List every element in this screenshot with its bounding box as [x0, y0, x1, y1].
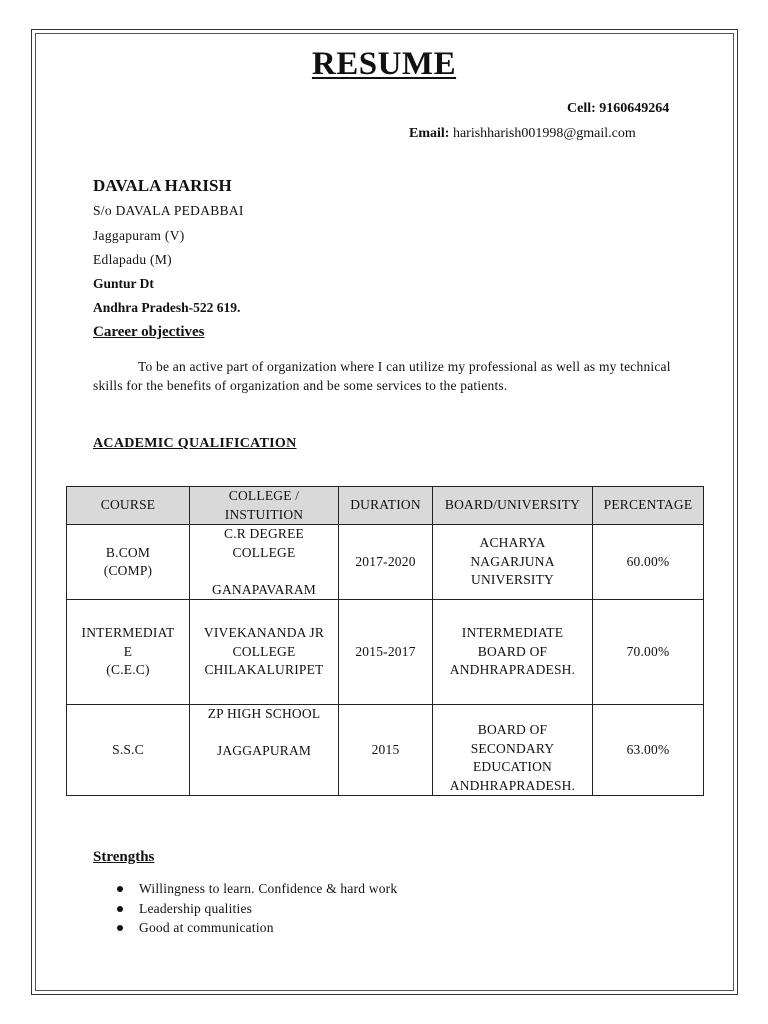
- column-header-college: COLLEGE / INSTUITION: [190, 487, 339, 525]
- course-cell: [67, 525, 190, 600]
- board-text: BOARD OF: [477, 643, 548, 659]
- address-line-district: Guntur Dt: [93, 276, 154, 291]
- address-line-mandal: Edlapadu (M): [93, 252, 172, 267]
- candidate-name: DAVALA HARISH: [93, 176, 232, 195]
- college-cell: [190, 525, 339, 600]
- board-text: ANDHRAPRADESH.: [449, 662, 576, 678]
- course-text: E: [123, 643, 133, 659]
- list-item: Leadership qualities: [93, 899, 397, 919]
- board-text: UNIVERSITY: [471, 572, 554, 588]
- course-text: (C.E.C): [106, 662, 150, 678]
- strengths-heading: Strengths: [93, 849, 155, 865]
- column-header-duration: DURATION: [339, 487, 433, 525]
- board-text: BOARD OF: [477, 722, 548, 737]
- college-text: C.R DEGREE: [223, 526, 304, 541]
- course-text: B.COM: [105, 544, 151, 560]
- cell-number: 9160649264: [599, 101, 670, 116]
- board-text: ANDHRAPRADESH.: [449, 777, 576, 793]
- address-line-parent: S/o DAVALA PEDABBAI: [93, 203, 244, 218]
- list-item: Willingness to learn. Confidence & hard work: [93, 879, 397, 899]
- college-cell: [190, 705, 339, 796]
- cell-line: [567, 101, 669, 117]
- address-line-state: Andhra Pradesh-522 619.: [93, 300, 241, 315]
- academic-table: [66, 486, 704, 796]
- course-text: INTERMEDIAT: [81, 625, 175, 641]
- percentage-cell: 60.00%: [593, 525, 704, 600]
- table-row: [67, 525, 704, 600]
- board-cell: [433, 600, 593, 705]
- college-text: ZP HIGH SCHOOL: [207, 706, 321, 721]
- list-item: Good at communication: [93, 918, 397, 938]
- address-line-village: Jaggapuram (V): [93, 228, 185, 243]
- career-objectives-heading: Career objectives: [93, 324, 205, 340]
- table-row: [67, 705, 704, 796]
- percentage-cell: 70.00%: [593, 600, 704, 705]
- college-cell: [190, 600, 339, 705]
- board-cell: [433, 705, 593, 796]
- email-label: Email:: [409, 126, 450, 141]
- college-text: GANAPAVARAM: [212, 581, 316, 597]
- cell-label: Cell:: [567, 101, 596, 116]
- resume-title: RESUME: [311, 46, 457, 82]
- board-cell: [433, 525, 593, 600]
- table-row: [67, 600, 704, 705]
- board-text: ACHARYA: [479, 535, 546, 551]
- column-header-percentage: PERCENTAGE: [593, 487, 704, 525]
- board-text: SECONDARY: [470, 740, 555, 756]
- academic-qualification-heading: ACADEMIC QUALIFICATION: [93, 436, 297, 451]
- board-text: EDUCATION: [472, 759, 553, 774]
- course-cell: S.S.C: [67, 705, 190, 796]
- college-text: COLLEGE: [232, 643, 296, 659]
- column-header-board: BOARD/UNIVERSITY: [433, 487, 593, 525]
- duration-cell: 2015: [339, 705, 433, 796]
- college-text: JAGGAPURAM: [216, 743, 312, 758]
- email-line: [409, 126, 636, 142]
- course-text: (COMP): [103, 563, 153, 578]
- table-header-row: [67, 487, 704, 525]
- board-text: NAGARJUNA: [470, 553, 555, 569]
- email-address: harishharish001998@gmail.com: [452, 126, 636, 141]
- column-header-course: COURSE: [67, 487, 190, 525]
- percentage-cell: 63.00%: [593, 705, 704, 796]
- college-text: VIVEKANANDA JR: [203, 625, 325, 641]
- course-cell: [67, 600, 190, 705]
- college-text: CHILAKALURIPET: [204, 662, 324, 678]
- strengths-list: [93, 879, 397, 938]
- career-objective-paragraph: [93, 357, 683, 395]
- duration-cell: 2017-2020: [339, 525, 433, 600]
- duration-cell: 2015-2017: [339, 600, 433, 705]
- board-text: INTERMEDIATE: [461, 625, 564, 641]
- college-text: COLLEGE: [232, 544, 296, 560]
- career-objective-text: To be an active part of organization where I can utilize my professional as well as my technical skills for the benefits of organization and be some services to the patients.: [93, 359, 671, 393]
